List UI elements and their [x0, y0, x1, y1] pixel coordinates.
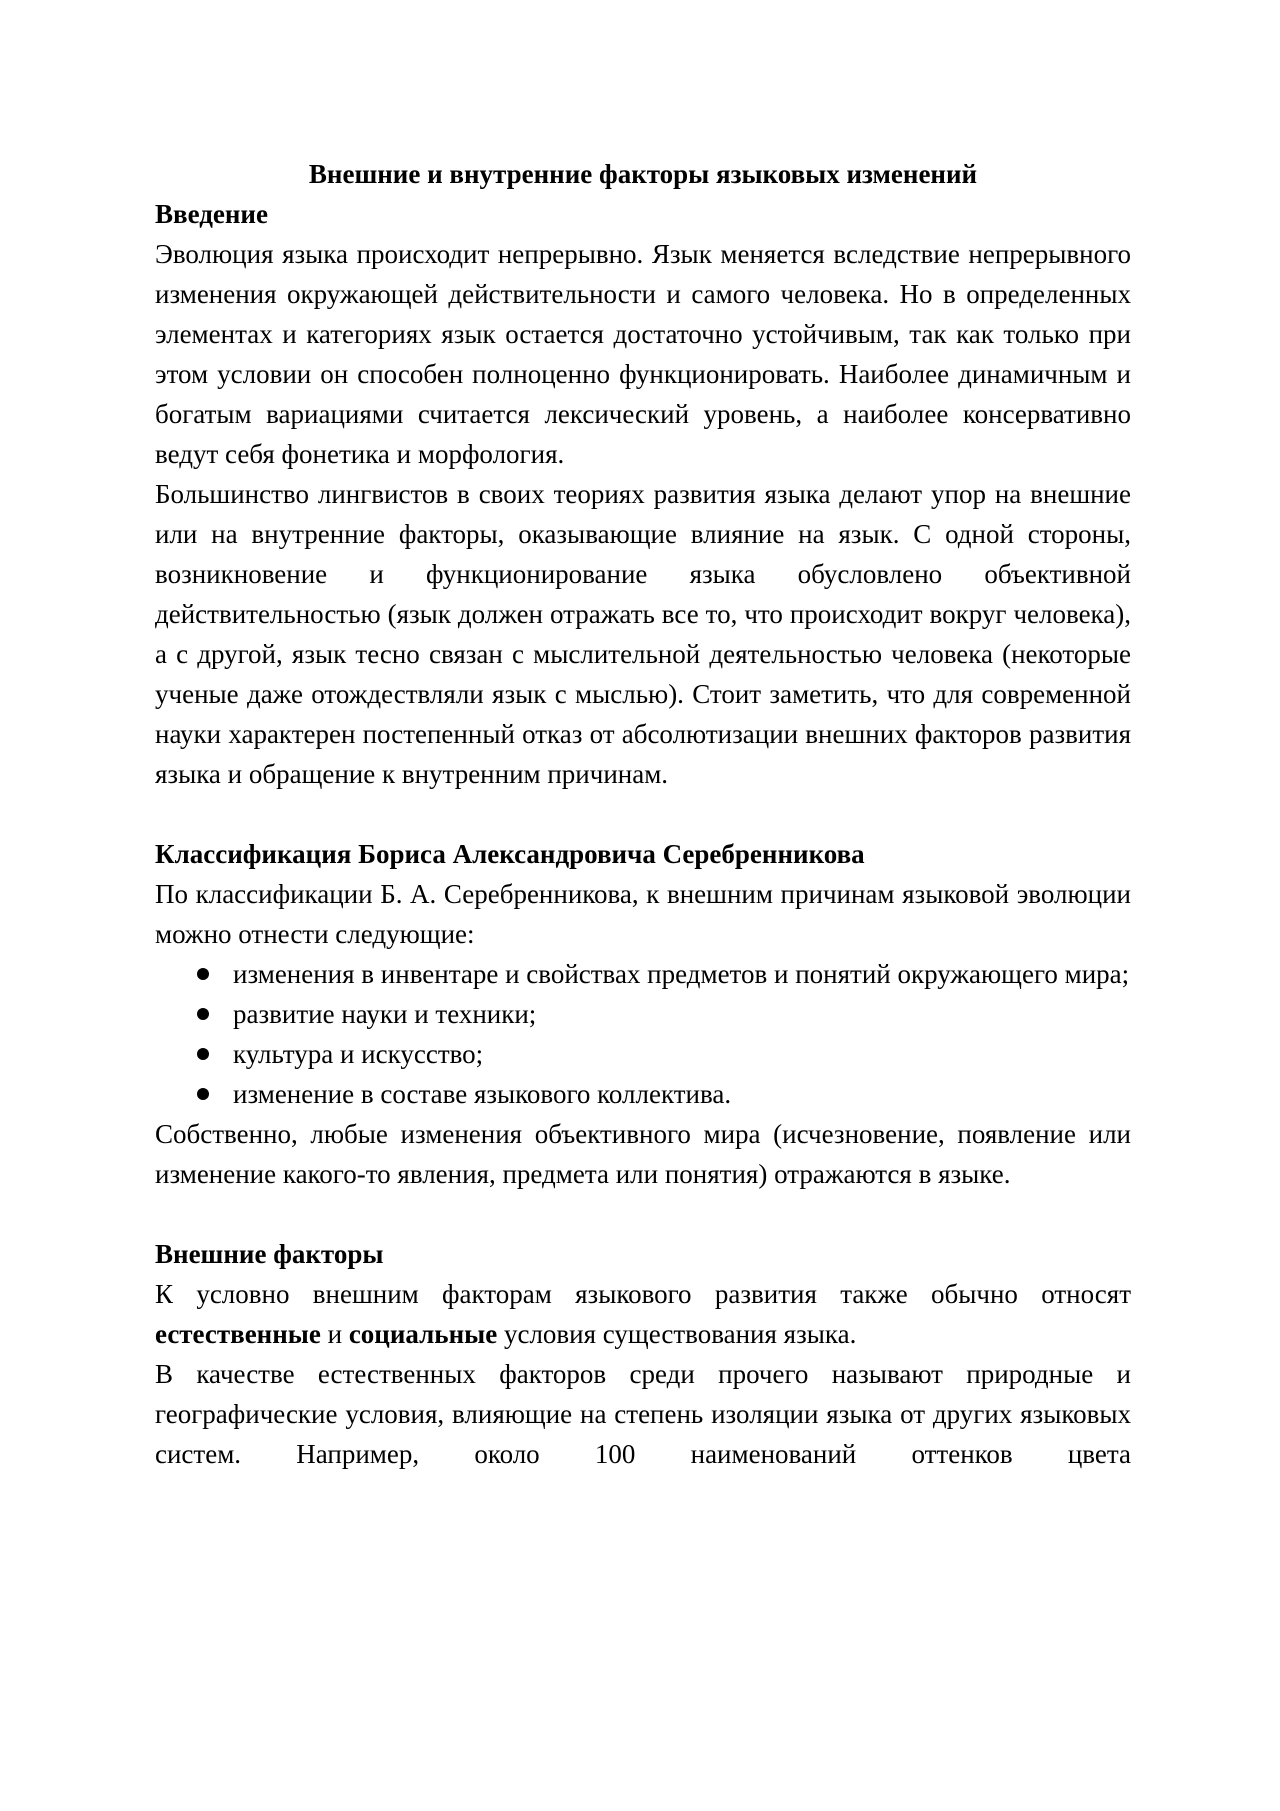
document-page [155, 154, 1131, 1474]
bold-term-natural: естественные [155, 1319, 321, 1349]
list-item: культура и искусство; [155, 1034, 1131, 1074]
intro-paragraph-2: Большинство лингвистов в своих теориях развития языка делают упор на внешние или на внутренние факторы, оказывающие влияние на язык. С одной стороны, возникновение и функционирование языка обусловлено объективной действительностью (язык должен отражать все то, что происходит вокруг человека), а с другой, язык тесно связан с мыслительной деятельностью человека (некоторые ученые даже отождествляли язык с мыслью). Стоит заметить, что для современной науки характерен постепенный отказ от абсолютизации внешних факторов развития языка и обращение к внутренним причинам. [155, 479, 1131, 789]
bullet-list [155, 954, 1131, 1114]
list-item: развитие науки и техники; [155, 994, 1131, 1034]
document-title: Внешние и внутренние факторы языковых изменений [308, 159, 978, 189]
classification-conclusion: Собственно, любые изменения объективного мира (исчезновение, появление или изменение какого-то явления, предмета или понятия) отражаются в языке. [155, 1119, 1131, 1189]
section-heading-external: Внешние факторы [155, 1239, 384, 1269]
intro-paragraph-1: Эволюция языка происходит непрерывно. Язык меняется вследствие непрерывного изменения окружающей действительности и самого человека. Но в определенных элементах и категориях язык остается достаточно устойчивым, так как только при этом условии он способен полноценно функционировать. Наиболее динамичным и богатым вариациями считается лексический уровень, а наиболее консервативно ведут себя фонетика и морфология. [155, 239, 1131, 469]
section-heading-intro: Введение [155, 199, 268, 229]
blank-line [155, 794, 1131, 834]
classification-lead: По классификации Б. А. Серебренникова, к внешним причинам языковой эволюции можно отнести следующие: [155, 879, 1131, 949]
list-item: изменение в составе языкового коллектива. [155, 1074, 1131, 1114]
bullet-icon [197, 1088, 209, 1100]
bullet-icon [197, 1008, 209, 1020]
list-item: изменения в инвентаре и свойствах предметов и понятий окружающего мира; [155, 954, 1131, 994]
bullet-icon [197, 1048, 209, 1060]
bullet-icon [197, 968, 209, 980]
section-heading-classification: Классификация Бориса Александровича Серебренникова [155, 839, 865, 869]
external-paragraph-1: К условно внешним факторам языкового развития также обычно относят естественные и социальные условия существования языка. [155, 1279, 1131, 1349]
blank-line [155, 1194, 1131, 1234]
bold-term-social: социальные [348, 1319, 498, 1349]
external-paragraph-2: В качестве естественных факторов среди прочего называют природные и географические условия, влияющие на степень изоляции языка от других языковых систем. Например, около 100 наименований оттенков цвета [155, 1359, 1131, 1469]
